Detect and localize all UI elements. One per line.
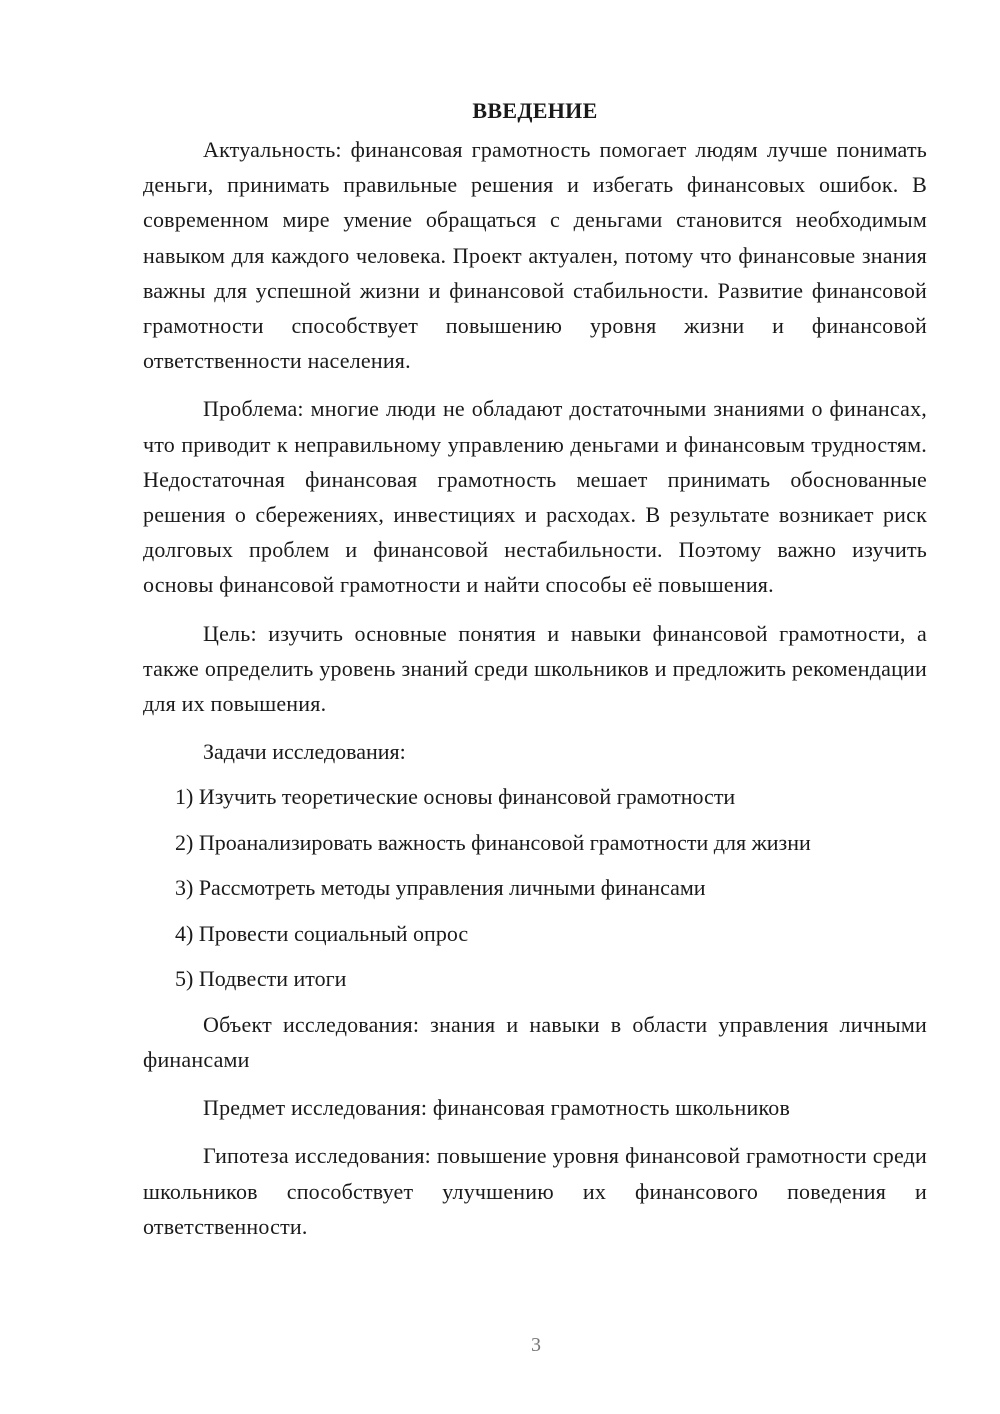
- task-item: 3) Рассмотреть методы управления личными финансами: [175, 875, 706, 901]
- hypothesis-paragraph: Гипотеза исследования: повышение уровня финансовой грамотности среди школьников способствует улучшению их финансового поведения и ответственности.: [143, 1143, 927, 1239]
- page-number: 3: [531, 1334, 541, 1356]
- tasks-list: [143, 779, 927, 996]
- page-content: [143, 96, 927, 1257]
- page-title: ВВЕДЕНИЕ: [472, 98, 598, 123]
- task-item: 1) Изучить теоретические основы финансовой грамотности: [175, 784, 736, 810]
- relevance-paragraph: Актуальность: финансовая грамотность помогает людям лучше понимать деньги, принимать правильные решения и избегать финансовых ошибок. В современном мире умение обращаться с деньгами становится необходимым навыком для каждого человека. Проект актуален, потому что финансовые знания важны для успешной жизни и финансовой стабильности. Развитие финансовой грамотности способствует повышению уровня жизни и финансовой ответственности населения.: [143, 137, 927, 374]
- task-item: 2) Проанализировать важность финансовой грамотности для жизни: [175, 829, 811, 855]
- subject-paragraph: Предмет исследования: финансовая грамотность школьников: [203, 1095, 791, 1121]
- problem-paragraph: Проблема: многие люди не обладают достаточными знаниями о финансах, что приводит к неправильному управлению деньгами и финансовым трудностям. Недостаточная финансовая грамотность мешает принимать обоснованные решения о сбережениях, инвестициях и расходах. В результате возникает риск долговых проблем и финансовой нестабильности. Поэтому важно изучить основы финансовой грамотности и найти способы её повышения.: [143, 396, 927, 598]
- goal-paragraph: Цель: изучить основные понятия и навыки финансовой грамотности, а также определить уровень знаний среди школьников и предложить рекомендации для их повышения.: [143, 620, 927, 717]
- task-item: 4) Провести социальный опрос: [175, 920, 469, 946]
- object-paragraph: Объект исследования: знания и навыки в области управления личными финансами: [143, 1011, 927, 1072]
- task-item: 5) Подвести итоги: [175, 966, 347, 992]
- tasks-heading: Задачи исследования:: [203, 739, 406, 765]
